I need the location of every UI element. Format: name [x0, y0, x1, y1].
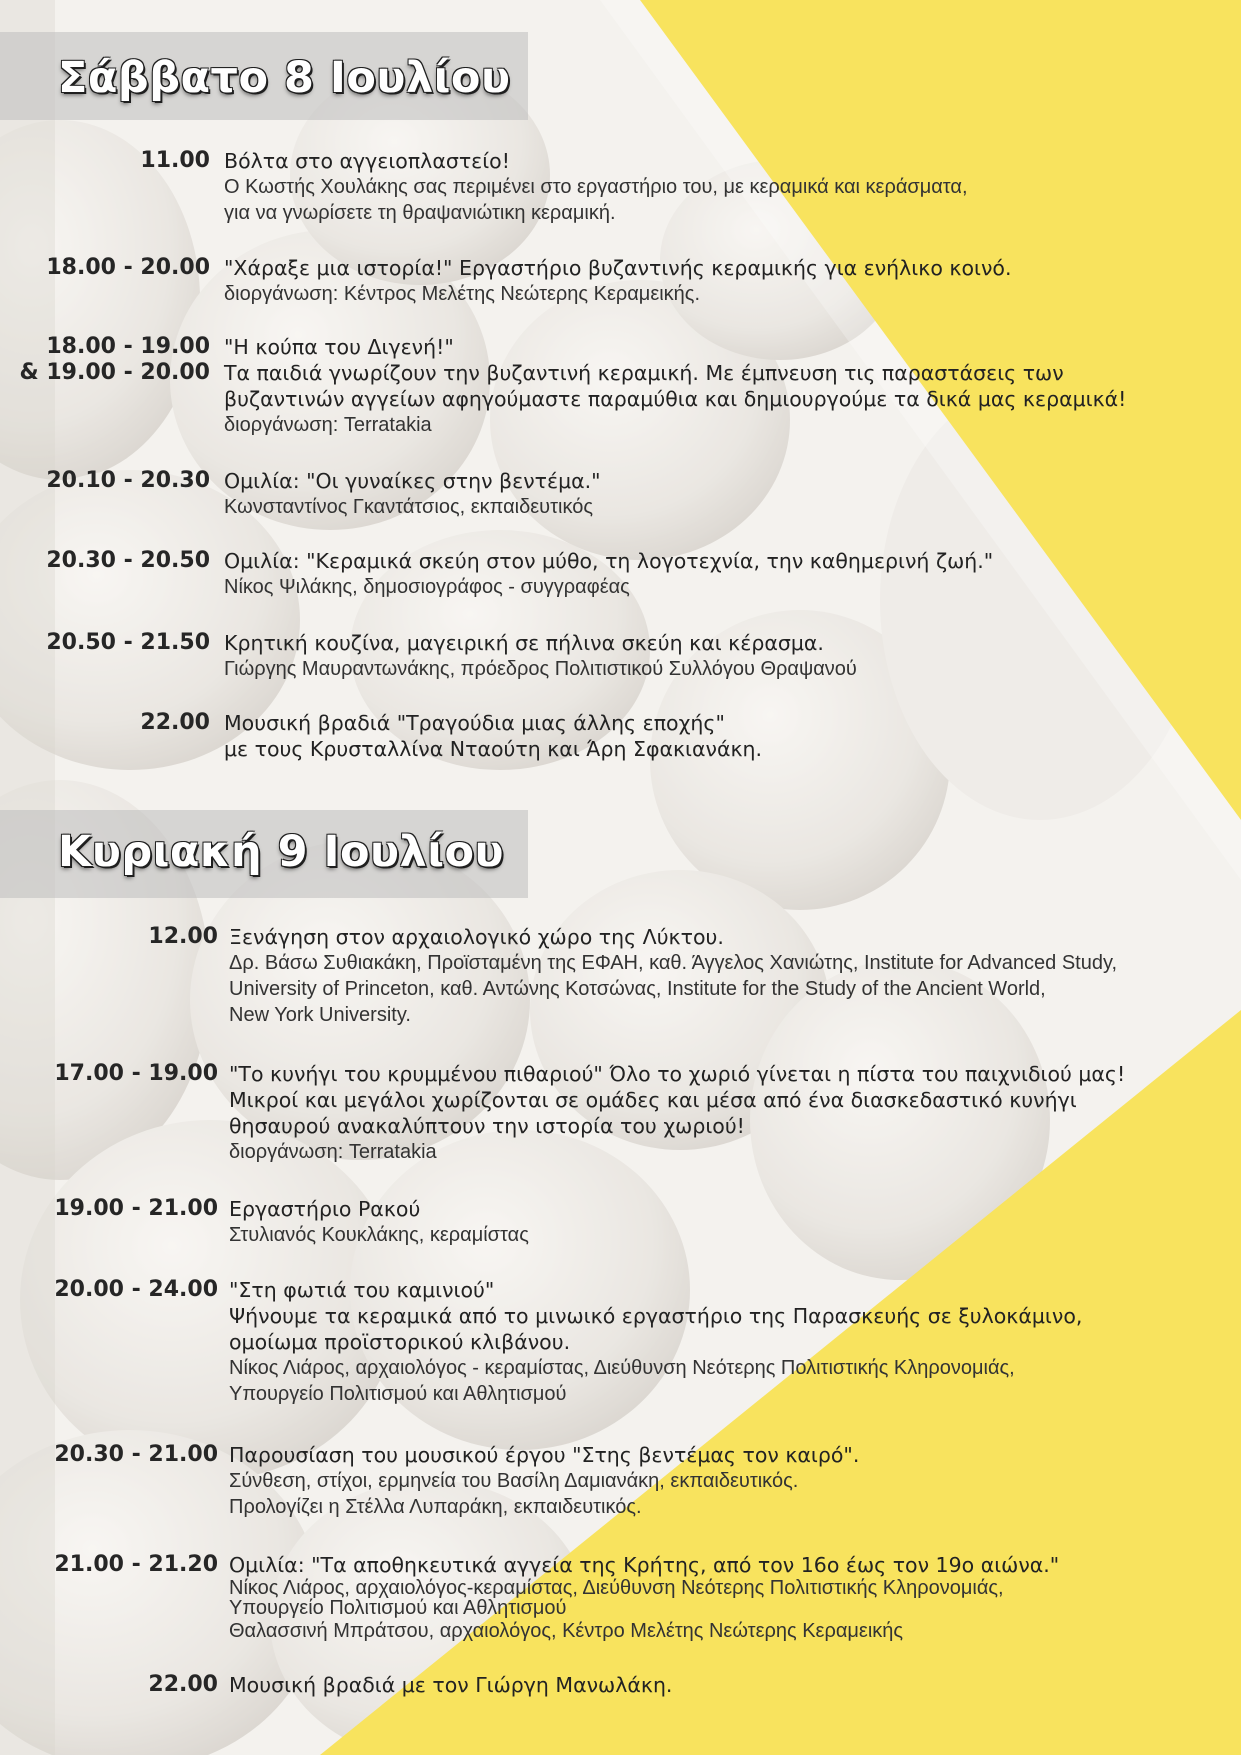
- event-info-line: Δρ. Βάσω Συθιακάκη, Προϊσταμένη της ΕΦΑΗ, καθ. Άγγελος Χανιώτης, Institute for Advanced Study,: [229, 952, 1118, 974]
- event-info-line: Κωνσταντίνος Γκαντάτσιος, εκπαιδευτικός: [224, 496, 593, 518]
- event-details: [224, 630, 1231, 682]
- event-info-line: Στυλιανός Κουκλάκης, κεραμίστας: [229, 1224, 529, 1246]
- event-time: 17.00 - 19.00: [54, 1061, 218, 1086]
- event-info-line: Ο Κωστής Χουλάκης σας περιμένει στο εργαστήριο του, με κεραμικά και κεράσματα,: [224, 176, 968, 198]
- event-info-line: διοργάνωση: Κέντρος Μελέτης Νεώτερης Κεραμεικής.: [224, 283, 700, 305]
- event-title-line: Μικροί και μεγάλοι χωρίζονται σε ομάδες και μέσα από ένα διασκεδαστικό κυνήγι: [229, 1088, 1077, 1112]
- event-info-line: New York University.: [229, 1004, 411, 1026]
- event-info-line: Σύνθεση, στίχοι, ερμηνεία του Βασίλη Δαμιανάκη, εκπαιδευτικός.: [229, 1470, 799, 1492]
- event-title-line: "Η κούπα του Διγενή!": [224, 335, 454, 359]
- event-info-line: διοργάνωση: Terratakia: [224, 414, 432, 436]
- event-title-line: "Στη φωτιά του καμινιού": [229, 1278, 495, 1302]
- event-title-line: Κρητική κουζίνα, μαγειρική σε πήλινα σκεύη και κέρασμα.: [224, 631, 824, 655]
- event-title-line: Ψήνουμε τα κεραμικά από το μινωικό εργαστήριο της Παρασκευής σε ξυλοκάμινο,: [229, 1304, 1083, 1328]
- event-title-line: ομοίωμα προϊστορικού κλιβάνου.: [229, 1330, 571, 1354]
- event-title-line: Ξενάγηση στον αρχαιολογικό χώρο της Λύκτου.: [229, 925, 724, 949]
- event-time: 22.00: [148, 1672, 218, 1697]
- day-title-saturday: Σάββατο 8 Ιουλίου: [58, 53, 511, 103]
- event-time: 18.00 - 19.00 & 19.00 - 20.00: [19, 334, 210, 385]
- event-details: [224, 148, 1231, 226]
- event-info-line: για να γνωρίσετε τη θραψανιώτικη κεραμική.: [224, 202, 616, 224]
- event-time: 20.00 - 24.00: [54, 1277, 218, 1302]
- event-info-line: Νίκος Λιάρος, αρχαιολόγος-κεραμίστας, Διεύθυνση Νεότερης Πολιτιστικής Κληρονομιάς,: [229, 1577, 1004, 1599]
- event-time: 12.00: [148, 924, 218, 949]
- event-details: [229, 1552, 1231, 1644]
- event-info-line: Προλογίζει η Στέλλα Λυπαράκη, εκπαιδευτικός.: [229, 1496, 642, 1518]
- event-time: 11.00: [140, 148, 210, 173]
- event-details: [224, 548, 1231, 600]
- event-details: [229, 924, 1231, 1028]
- event-title-line: βυζαντινών αγγείων αφηγούμαστε παραμύθια και δημιουργούμε τα δικά μας κεραμικά!: [224, 387, 1127, 411]
- event-info-line: Νίκος Ψιλάκης, δημοσιογράφος - συγγραφέας: [224, 576, 630, 598]
- event-details: [224, 468, 1231, 520]
- event-time: 20.10 - 20.30: [46, 468, 210, 493]
- event-details: [229, 1442, 1231, 1520]
- event-info-line: Υπουργείο Πολιτισμού και Αθλητισμού: [229, 1383, 567, 1405]
- day-title-sunday: Κυριακή 9 Ιουλίου: [58, 827, 505, 877]
- event-title-line: Εργαστήριο Ρακού: [229, 1197, 421, 1221]
- event-time: 22.00: [140, 710, 210, 735]
- event-info-line: University of Princeton, καθ. Αντώνης Κοτσώνας, Institute for the Study of the Ancient World,: [229, 978, 1046, 1000]
- event-title-line: Ομιλία: "Τα αποθηκευτικά αγγεία της Κρήτης, από τον 16ο έως τον 19ο αιώνα.": [229, 1553, 1060, 1577]
- event-title-line: Ομιλία: "Κεραμικά σκεύη στον μύθο, τη λογοτεχνία, την καθημερινή ζωή.": [224, 549, 994, 573]
- event-time: 19.00 - 21.00: [54, 1196, 218, 1221]
- event-details: [229, 1061, 1231, 1165]
- event-title-line: Μουσική βραδιά "Τραγούδια μιας άλλης εποχής": [224, 711, 725, 735]
- event-title-line: Βόλτα στο αγγειοπλαστείο!: [224, 149, 510, 173]
- event-info-line: διοργάνωση: Terratakia: [229, 1141, 437, 1163]
- event-title-line: Ομιλία: "Οι γυναίκες στην βεντέμα.": [224, 469, 601, 493]
- event-details: [224, 334, 1231, 438]
- event-title-line: Τα παιδιά γνωρίζουν την βυζαντινή κεραμική. Με έμπνευση τις παραστάσεις των: [224, 361, 1064, 385]
- event-info-line: Γιώργης Μαυραντωνάκης, πρόεδρος Πολιτιστικού Συλλόγου Θραψανού: [224, 658, 857, 680]
- event-title-line: Μουσική βραδιά με τον Γιώργη Μανωλάκη.: [229, 1673, 673, 1697]
- event-details: [224, 255, 1231, 307]
- event-title-line: "Το κυνήγι του κρυμμένου πιθαριού" Όλο το χωριό γίνεται η πίστα του παιχνιδιού μας!: [229, 1062, 1126, 1086]
- event-details: [229, 1196, 1231, 1248]
- event-title-line: με τους Κρυσταλλίνα Νταούτη και Άρη Σφακιανάκη.: [224, 737, 763, 761]
- event-title-line: Παρουσίαση του μουσικού έργου "Στης βεντέμας τον καιρό".: [229, 1443, 860, 1467]
- event-time: 20.30 - 21.00: [54, 1442, 218, 1467]
- event-details: [229, 1277, 1231, 1407]
- event-details: [224, 710, 1231, 762]
- event-details: [229, 1672, 1231, 1698]
- event-time: 20.30 - 20.50: [46, 548, 210, 573]
- event-title-line: θησαυρού ανακαλύπτουν την ιστορία του χωριού!: [229, 1114, 745, 1138]
- event-time: 21.00 - 21.20: [54, 1552, 218, 1577]
- event-info-line: Νίκος Λιάρος, αρχαιολόγος - κεραμίστας, Διεύθυνση Νεότερης Πολιτιστικής Κληρονομιάς,: [229, 1357, 1015, 1379]
- event-time: 20.50 - 21.50: [46, 630, 210, 655]
- event-info-line: Θαλασσινή Μπράτσου, αρχαιολόγος, Κέντρο Μελέτης Νεώτερης Κεραμεικής: [229, 1620, 904, 1642]
- event-info-line: Υπουργείο Πολιτισμού και Αθλητισμού: [229, 1597, 567, 1619]
- event-time: 18.00 - 20.00: [46, 255, 210, 280]
- event-title-line: "Χάραξε μια ιστορία!" Εργαστήριο βυζαντινής κεραμικής για ενήλικο κοινό.: [224, 256, 1012, 280]
